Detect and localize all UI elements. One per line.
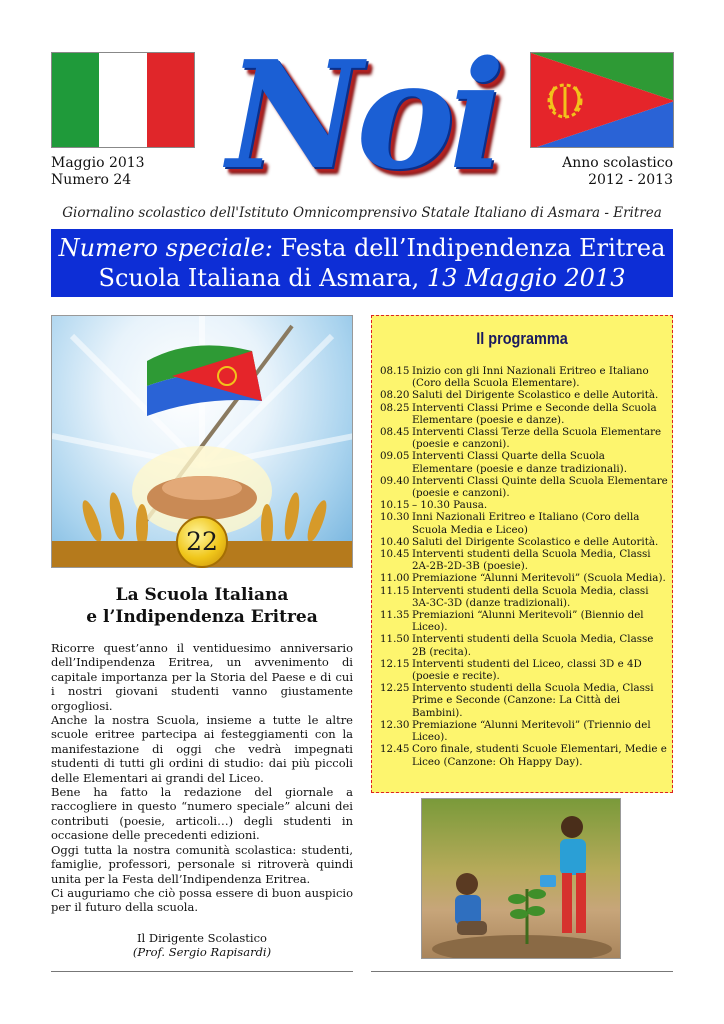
- program-description: Interventi studenti del Liceo, classi 3D e 4D (poesie e recite).: [412, 657, 642, 683]
- program-time: 11.15: [380, 584, 410, 597]
- headline-date: 13 Maggio 2013: [426, 264, 626, 292]
- masthead-title: Noi: [226, 28, 500, 202]
- list-item: [380, 572, 668, 584]
- list-item: [380, 365, 668, 389]
- program-time: 11.35: [380, 609, 410, 622]
- program-time: 11.50: [380, 633, 410, 646]
- program-time: 08.25: [380, 401, 410, 414]
- program-time: 08.45: [380, 426, 410, 439]
- eritrean-flag-graphic: [531, 53, 674, 148]
- eritrean-flag: [530, 52, 674, 148]
- signature-name: (Prof. Sergio Rapisardi): [132, 945, 272, 960]
- list-item: [380, 585, 668, 609]
- italian-flag: [51, 52, 195, 148]
- headline-line-2: [51, 263, 673, 293]
- program-description: Inni Nazionali Eritreo e Italiano (Coro della Scuola Media e Liceo): [412, 511, 640, 536]
- program-description: Coro finale, studenti Scuole Elementari, Medie e Liceo (Canzone: Oh Happy Day).: [412, 743, 667, 768]
- program-description: Interventi Classi Prime e Seconde della Scuola Elementare (poesie e danze).: [412, 401, 657, 426]
- newspaper-subtitle: Giornalino scolastico dell'Istituto Omnicomprensivo Statale Italiano di Asmara - Eritrea: [62, 205, 662, 221]
- program-description: Interventi studenti della Scuola Media, classi 3A-3C-3D (danze tradizionali).: [412, 584, 649, 609]
- article-title: [51, 584, 353, 628]
- article-paragraph: Bene ha fatto la redazione del giornale a raccogliere in questo “numero speciale” alcuni dei contributi (poesie, articoli…) degli studenti in occasione delle precedenti edizioni.: [51, 785, 353, 843]
- masthead: [196, 30, 530, 200]
- program-description: Inizio con gli Inni Nazionali Eritreo e Italiano (Coro della Scuola Elementare).: [412, 365, 649, 390]
- article-body: [51, 641, 353, 915]
- article-paragraph: Ricorre quest’anno il ventiduesimo anniversario dell’Indipendenza Eritrea, un avvenimento di capitale importanza per la Storia del Paese e di cui i nostri giovani studenti vanno giustamente orgogliosi.: [51, 641, 353, 713]
- headline-event: Festa dell’Indipendenza Eritrea: [280, 234, 666, 262]
- program-time: 12.15: [380, 657, 410, 670]
- headline-school: Scuola Italiana di Asmara,: [98, 264, 420, 292]
- list-item: [380, 609, 668, 633]
- signature-role: Il Dirigente Scolastico: [137, 931, 267, 945]
- program-description: Interventi Classi Quarte della Scuola Elementare (poesie e danze tradizionali).: [412, 450, 627, 475]
- program-time: 08.20: [380, 389, 410, 402]
- list-item: [380, 536, 668, 548]
- program-box: [371, 315, 673, 793]
- signature: [51, 931, 353, 960]
- watering-can-icon: [540, 875, 556, 887]
- article-paragraph: Anche la nostra Scuola, insieme a tutte le altre scuole eritree partecipa ai festeggiamenti con la manifestazione di oggi che vedrà impegnati studenti di tutti gli ordini di studio: dai più piccoli delle Elementari ai grandi del Liceo.: [51, 713, 353, 785]
- program-time: 12.25: [380, 682, 410, 695]
- list-item: [380, 389, 668, 401]
- program-time: 10.40: [380, 535, 410, 548]
- anniversary-badge: 22: [176, 516, 228, 568]
- article-title-line-2: e l’Indipendenza Eritrea: [86, 607, 318, 627]
- list-item: [380, 402, 668, 426]
- program-description: Intervento studenti della Scuola Media, Classi Prime e Seconde (Canzone: La Città dei Bambini).: [412, 682, 654, 719]
- program-description: Interventi Classi Quinte della Scuola Elementare (poesie e canzoni).: [412, 474, 668, 500]
- list-item: [380, 475, 668, 499]
- program-description: Interventi Classi Terze della Scuola Elementare (poesie e canzoni).: [412, 426, 662, 451]
- program-time: 10.30: [380, 511, 410, 524]
- issue-month: Maggio 2013: [51, 155, 145, 171]
- list-item: [380, 548, 668, 572]
- list-item: [380, 743, 668, 767]
- divider: [51, 971, 353, 972]
- issue-number: Numero 24: [51, 172, 132, 188]
- program-description: – 10.30 Pausa.: [412, 499, 488, 512]
- program-list: [380, 365, 668, 768]
- program-description: Saluti del Dirigente Scolastico e delle Autorità.: [412, 389, 659, 402]
- article-paragraph: Ci auguriamo che ciò possa essere di buon auspicio per il futuro della scuola.: [51, 885, 353, 915]
- program-time: 10.15: [380, 499, 410, 512]
- tree-planting-illustration: [421, 798, 621, 959]
- program-description: Interventi studenti della Scuola Media, Classi 2A-2B-2D-3B (poesie).: [412, 548, 651, 573]
- issue-info: [51, 155, 145, 189]
- article-paragraph: Oggi tutta la nostra comunità scolastica: studenti, famiglie, professori, personale si ritroverà quindi unita per la Festa dell’Indipendenza Eritrea.: [51, 842, 353, 886]
- list-item: [380, 658, 668, 682]
- headline-banner: [51, 229, 673, 297]
- list-item: [380, 682, 668, 719]
- program-time: 09.40: [380, 474, 410, 487]
- list-item: [380, 450, 668, 474]
- list-item: [380, 719, 668, 743]
- headline-prefix: Numero speciale:: [58, 234, 273, 262]
- list-item: [380, 633, 668, 657]
- program-time: 10.45: [380, 548, 410, 561]
- program-title: Il programma: [476, 329, 568, 348]
- program-description: Premiazioni “Alunni Meritevoli” (Biennio del Liceo).: [412, 609, 644, 634]
- list-item: [380, 511, 668, 535]
- school-year-label: Anno scolastico: [562, 155, 673, 171]
- program-time: 08.15: [380, 365, 410, 377]
- program-time: 12.30: [380, 718, 410, 731]
- program-time: 09.05: [380, 450, 410, 463]
- article-title-line-1: La Scuola Italiana: [115, 585, 289, 605]
- list-item: [380, 426, 668, 450]
- divider: [371, 971, 673, 972]
- program-time: 12.45: [380, 743, 410, 756]
- program-description: Interventi studenti della Scuola Media, Classe 2B (recita).: [412, 633, 654, 658]
- school-year-info: [562, 155, 673, 189]
- list-item: [380, 499, 668, 511]
- planting-graphic: [422, 799, 621, 959]
- school-year: 2012 - 2013: [588, 172, 673, 188]
- program-time: 11.00: [380, 572, 410, 585]
- program-description: Saluti del Dirigente Scolastico e delle Autorità.: [412, 535, 659, 548]
- headline-line-1: [51, 233, 673, 263]
- program-description: Premiazione “Alunni Meritevoli” (Triennio del Liceo).: [412, 718, 651, 744]
- program-description: Premiazione “Alunni Meritevoli” (Scuola Media).: [412, 572, 666, 585]
